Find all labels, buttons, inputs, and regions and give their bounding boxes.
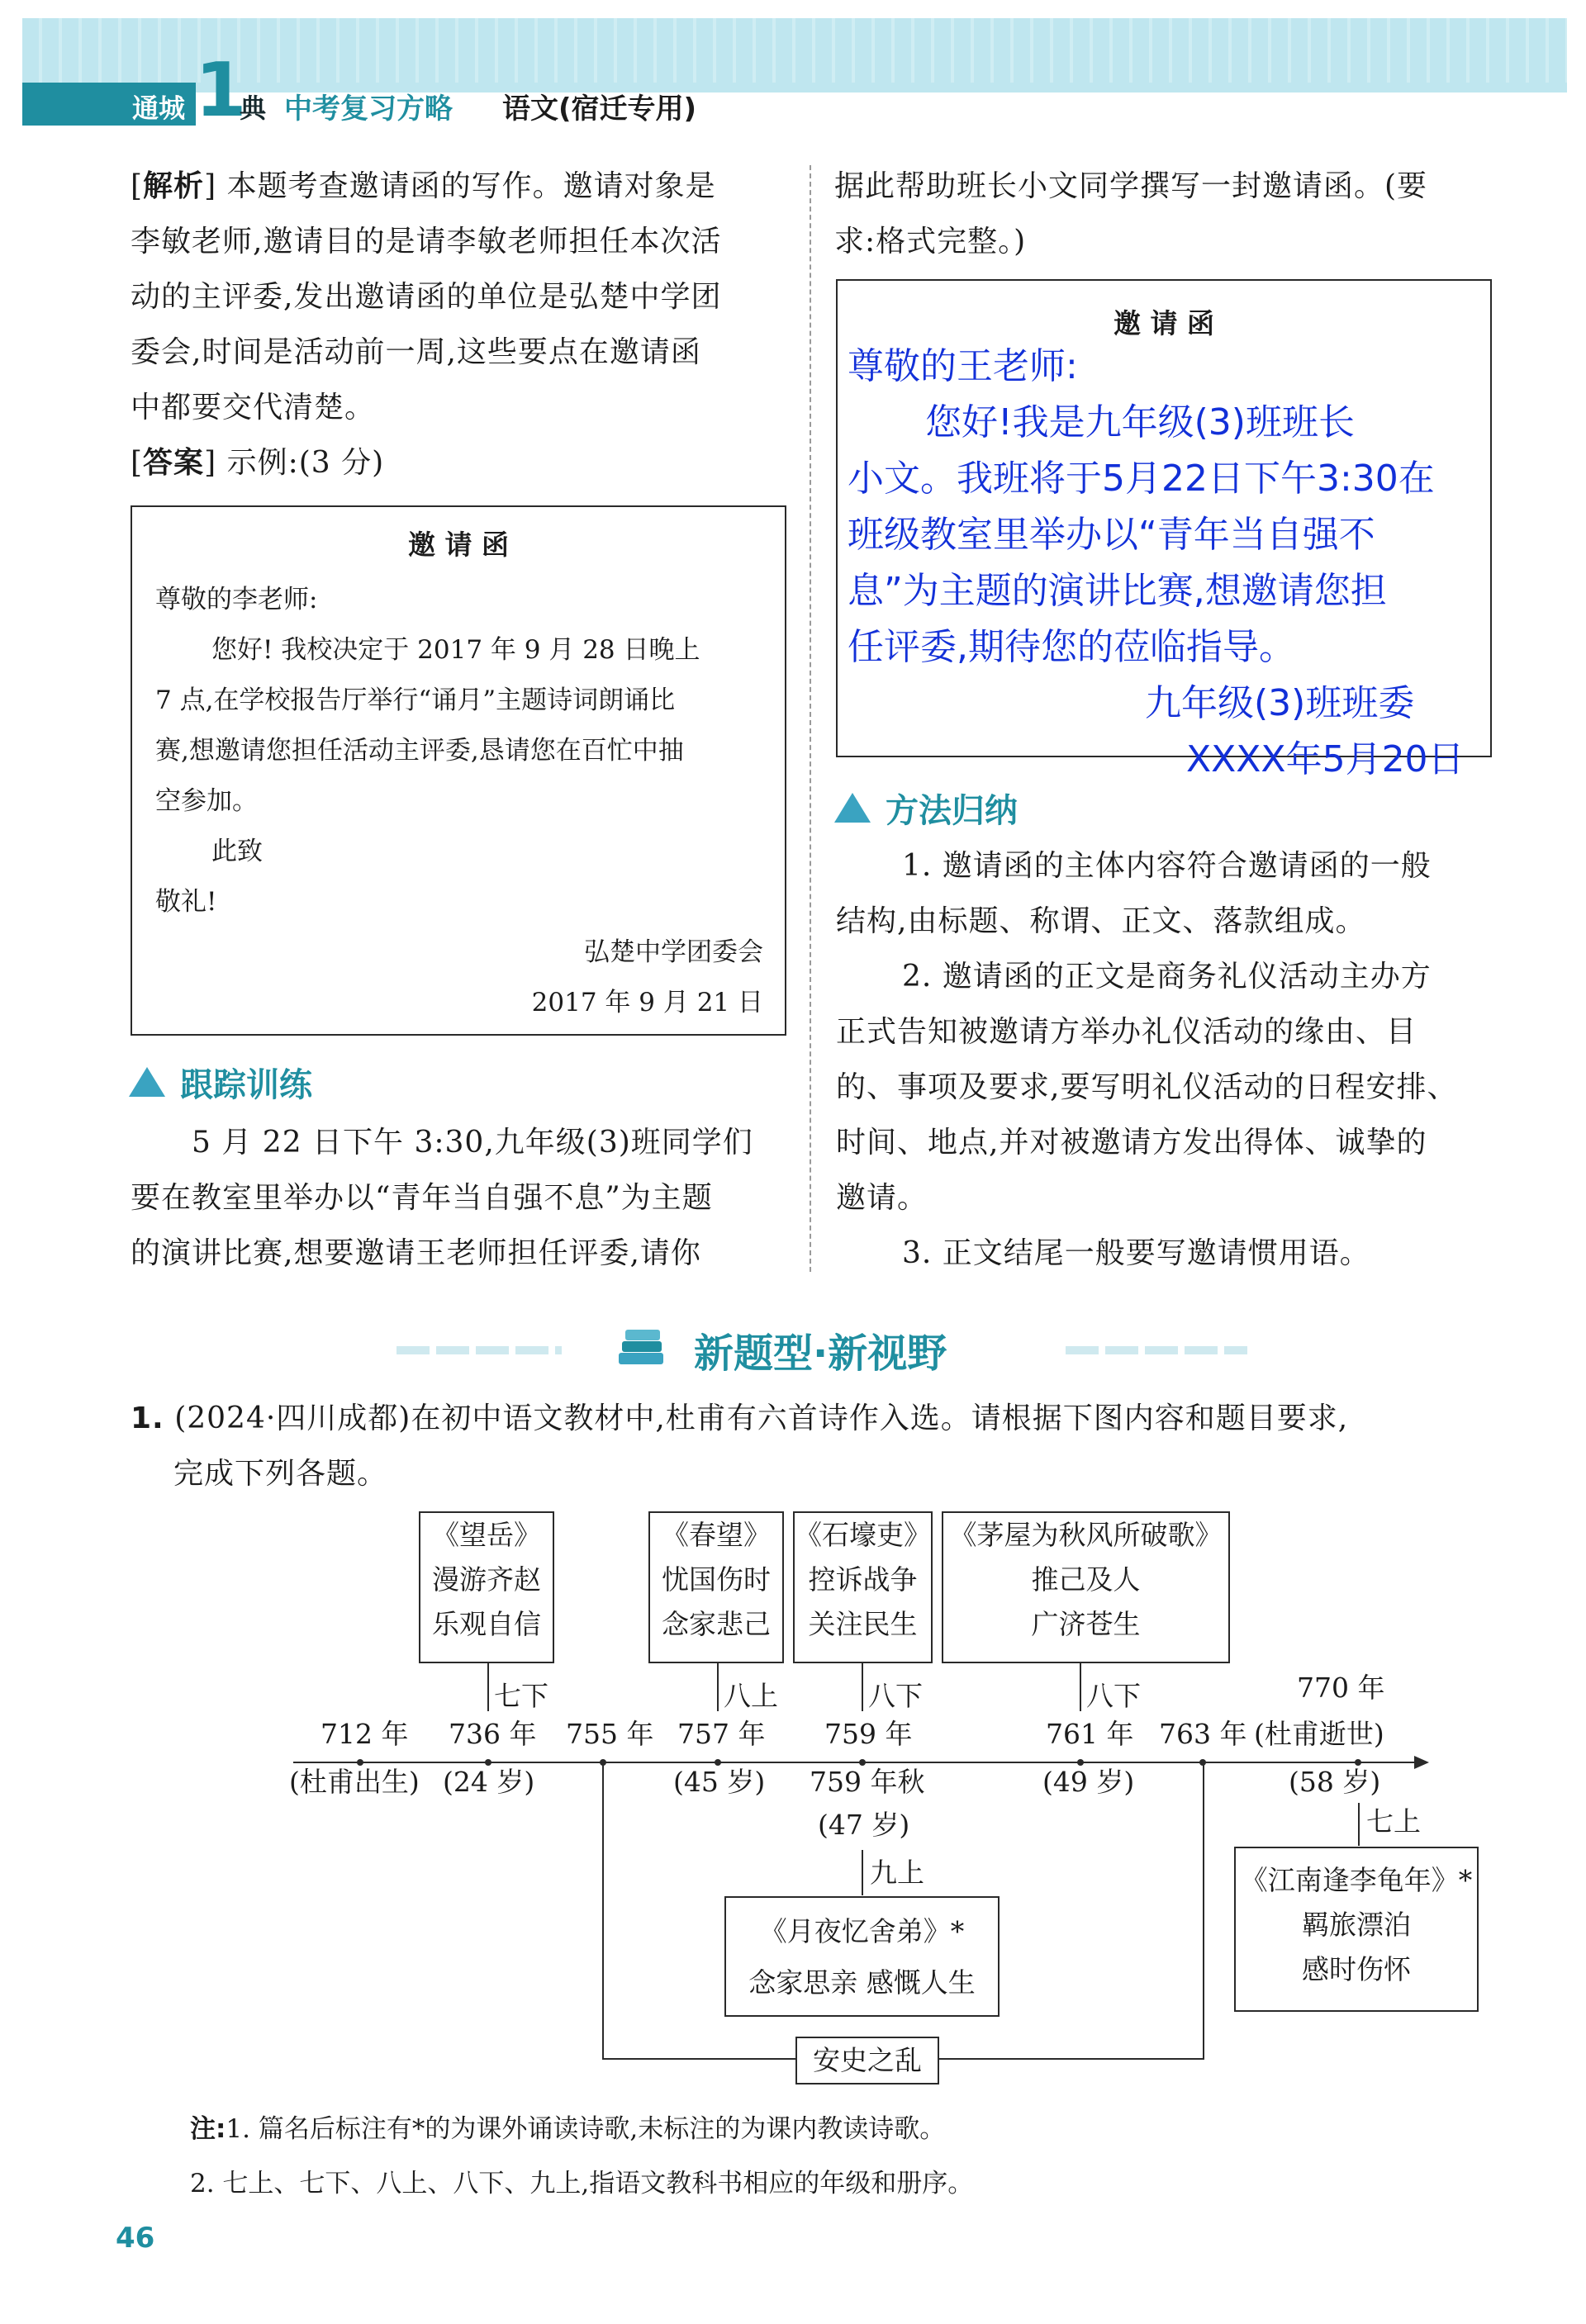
hand-line: 尊敬的王老师: bbox=[848, 345, 1078, 387]
method-line: 邀请。 bbox=[836, 1181, 928, 1215]
hand-line: XXXX年5月20日 bbox=[1186, 738, 1465, 780]
hand-line: 您好!我是九年级(3)班班长 bbox=[925, 401, 1355, 443]
method-line: 的、事项及要求,要写明礼仪活动的日程安排、 bbox=[836, 1070, 1458, 1104]
book-title: 中考复习方略 bbox=[284, 92, 453, 126]
bracket-right bbox=[1203, 1762, 1204, 2060]
anshi-rebellion-box bbox=[795, 2037, 939, 2084]
question-number: 1. bbox=[131, 1402, 164, 1435]
grade-label: 八上 bbox=[724, 1680, 778, 1712]
header-pattern bbox=[22, 18, 1567, 83]
age-label: (杜甫逝世) bbox=[1254, 1718, 1384, 1750]
poem-box-maowu bbox=[942, 1511, 1230, 1663]
question bbox=[131, 1391, 1535, 1501]
connector bbox=[717, 1662, 719, 1711]
grade-label: 七下 bbox=[494, 1680, 548, 1712]
year-label: 770 年 bbox=[1297, 1672, 1385, 1704]
poem-theme: 广济苍生 bbox=[1031, 1608, 1141, 1640]
poem-box-wangyue bbox=[419, 1511, 554, 1663]
age-label: (58 岁) bbox=[1289, 1766, 1381, 1798]
brand-left: 通城 bbox=[132, 92, 186, 124]
poem-theme: 漫游齐赵 bbox=[432, 1563, 541, 1596]
banner-title: 新题型·新视野 bbox=[694, 1330, 947, 1377]
poem-theme: 羁旅漂泊 bbox=[1302, 1909, 1411, 1941]
connector bbox=[1358, 1803, 1360, 1846]
method-text bbox=[836, 838, 1513, 1281]
poem-title: 《春望》 bbox=[662, 1519, 771, 1551]
triangle-icon bbox=[834, 793, 871, 823]
poem-box-shihao bbox=[793, 1511, 933, 1663]
method-line: 时间、地点,并对被邀请方发出得体、诚挚的 bbox=[836, 1126, 1427, 1160]
student-letter-title: 邀 请 函 bbox=[1114, 307, 1214, 339]
analysis-line: 动的主评委,发出邀请函的单位是弘楚中学团 bbox=[131, 280, 722, 314]
year-label: 759 年 bbox=[824, 1718, 913, 1750]
grade-label: 八下 bbox=[868, 1680, 923, 1712]
task-line: 据此帮助班长小文同学撰写一封邀请函。(要 bbox=[834, 169, 1428, 203]
connector bbox=[862, 1662, 863, 1711]
analysis-line: 李敏老师,邀请目的是请李敏老师担任本次活 bbox=[131, 225, 722, 258]
tracking-line: 的演讲比赛,想要邀请王老师担任评委,请你 bbox=[131, 1236, 701, 1270]
axis-dot bbox=[1077, 1759, 1084, 1766]
method-title: 方法归纳 bbox=[886, 792, 1018, 830]
poem-theme: 念家思亲 感慨人生 bbox=[748, 1966, 976, 1999]
analysis-line: 委会,时间是活动前一周,这些要点在邀请函 bbox=[131, 335, 701, 369]
sample-letter-body-line: 赛,想邀请您担任活动主评委,恳请您在百忙中抽 bbox=[155, 736, 684, 766]
hand-line: 班级教室里举办以“青年当自强不 bbox=[848, 514, 1375, 556]
poem-box-yueye bbox=[724, 1896, 1000, 2017]
grade-label: 九上 bbox=[870, 1857, 924, 1889]
arrow-right-icon bbox=[1414, 1756, 1429, 1769]
poem-theme: 忧国伤时 bbox=[662, 1563, 771, 1596]
poem-theme: 乐观自信 bbox=[432, 1608, 541, 1640]
task-continuation bbox=[834, 159, 1512, 269]
sample-letter-body-line: 空参加。 bbox=[155, 786, 258, 816]
timeline-axis bbox=[293, 1762, 1417, 1763]
year-label: 761 年 bbox=[1046, 1718, 1134, 1750]
bracket-left bbox=[602, 1762, 604, 2060]
poem-theme: 控诉战争 bbox=[808, 1563, 918, 1596]
note-line: 2. 七上、七下、八上、八下、九上,指语文教科书相应的年级和册序。 bbox=[190, 2169, 974, 2198]
question-line: 完成下列各题。 bbox=[173, 1457, 388, 1491]
book-subject: 语文(宿迁专用) bbox=[502, 92, 697, 126]
method-line: 3. 正文结尾一般要写邀请惯用语。 bbox=[902, 1236, 1370, 1270]
age-label: (24 岁) bbox=[443, 1766, 535, 1798]
sample-letter-closing: 此致 bbox=[211, 837, 263, 866]
task-line: 求:格式完整。) bbox=[834, 225, 1027, 258]
method-line: 2. 邀请函的正文是商务礼仪活动主办方 bbox=[902, 960, 1432, 994]
year-label: 712 年 bbox=[321, 1718, 409, 1750]
banner-line-right bbox=[1066, 1346, 1247, 1354]
year-label: 736 年 bbox=[449, 1718, 537, 1750]
axis-dot bbox=[1355, 1759, 1361, 1766]
axis-dot bbox=[715, 1759, 721, 1766]
connector bbox=[1080, 1662, 1081, 1711]
poem-box-chunwang bbox=[648, 1511, 784, 1663]
analysis-line: 本题考查邀请函的写作。邀请对象是 bbox=[226, 169, 716, 203]
poem-theme: 关注民生 bbox=[808, 1608, 918, 1640]
method-line: 结构,由标题、称谓、正文、落款组成。 bbox=[836, 904, 1366, 938]
poem-title: 《茅屋为秋风所破歌》 bbox=[949, 1519, 1223, 1551]
brand-right: 典 bbox=[240, 92, 267, 124]
analysis: [解析] 本题考查邀请函的写作。邀请对象是 李敏老师,邀请目的是请李敏老师担任本次活 动的主评委,发出邀请函的单位是弘楚中学团 委会,时间是活动前一周,这些要点在邀请函 中都要交代清楚。 [答案] 示例:(3 分) bbox=[131, 159, 791, 491]
poem-box-jiangnan bbox=[1234, 1847, 1479, 2012]
tracking-line: 要在教室里举办以“青年当自强不息”为主题 bbox=[131, 1181, 713, 1215]
sample-letter-date: 2017 年 9 月 21 日 bbox=[531, 988, 763, 1017]
sample-letter-body-line: 7 点,在学校报告厅举行“诵月”主题诗词朗诵比 bbox=[155, 685, 676, 715]
poem-theme: 推己及人 bbox=[1031, 1563, 1141, 1596]
brand-one: 1 bbox=[195, 47, 247, 134]
age-label: (杜甫出生) bbox=[289, 1766, 420, 1798]
age-label: (45 岁) bbox=[673, 1766, 766, 1798]
notes bbox=[190, 2102, 973, 2211]
tracking-text bbox=[131, 1115, 791, 1281]
age-label: 759 年秋 bbox=[810, 1766, 925, 1798]
poem-title: 《石壕吏》 bbox=[795, 1519, 931, 1551]
axis-dot bbox=[859, 1759, 866, 1766]
notes-label: 注: bbox=[190, 2114, 226, 2144]
question-line: (2024·四川成都)在初中语文教材中,杜甫有六首诗作入选。请根据下图内容和题目要求, bbox=[174, 1402, 1349, 1435]
connector bbox=[862, 1850, 863, 1895]
age-label: (49 岁) bbox=[1042, 1766, 1135, 1798]
tracking-line: 5 月 22 日下午 3:30,九年级(3)班同学们 bbox=[192, 1126, 753, 1160]
sample-letter-title: 邀 请 函 bbox=[408, 529, 509, 561]
handwritten-answer bbox=[848, 339, 1508, 788]
hand-line: 九年级(3)班班委 bbox=[1145, 682, 1415, 724]
sample-letter-box bbox=[131, 505, 786, 1036]
hand-line: 任评委,期待您的莅临指导。 bbox=[848, 626, 1295, 668]
method-line: 1. 邀请函的主体内容符合邀请函的一般 bbox=[902, 849, 1432, 883]
year-label: 763 年 bbox=[1159, 1718, 1247, 1750]
sample-letter-body-line: 您好! 我校决定于 2017 年 9 月 28 日晚上 bbox=[211, 635, 700, 665]
banner-line-left bbox=[396, 1346, 562, 1354]
connector bbox=[487, 1662, 489, 1711]
year-label: 755 年 bbox=[566, 1718, 654, 1750]
anshi-label: 安史之乱 bbox=[813, 2044, 922, 2076]
poem-title: 《月夜忆舍弟》* bbox=[759, 1915, 965, 1947]
method-line: 正式告知被邀请方举办礼仪活动的缘由、目 bbox=[836, 1015, 1417, 1049]
triangle-icon bbox=[129, 1067, 165, 1097]
grade-label: 八下 bbox=[1086, 1680, 1141, 1712]
books-icon bbox=[615, 1323, 667, 1369]
axis-dot bbox=[357, 1759, 363, 1766]
poem-title: 《江南逢李龟年》* bbox=[1240, 1864, 1473, 1896]
sample-letter-signer: 弘楚中学团委会 bbox=[584, 937, 763, 967]
analysis-line: 中都要交代清楚。 bbox=[131, 391, 376, 424]
tracking-title: 跟踪训练 bbox=[180, 1066, 312, 1104]
sample-letter-closing: 敬礼! bbox=[155, 887, 217, 917]
note-line: 1. 篇名后标注有*的为课外诵读诗歌,未标注的为课内教读诗歌。 bbox=[226, 2114, 946, 2144]
sample-letter-salutation: 尊敬的李老师: bbox=[155, 585, 318, 614]
answer-text: 示例:(3 分) bbox=[226, 446, 385, 480]
hand-line: 小文。我班将于5月22日下午3:30在 bbox=[848, 458, 1435, 500]
hand-line: 息”为主题的演讲比赛,想邀请您担 bbox=[848, 570, 1387, 612]
analysis-tag: 解析 bbox=[143, 169, 205, 203]
answer-tag: 答案 bbox=[143, 446, 205, 480]
poem-title: 《望岳》 bbox=[432, 1519, 541, 1551]
poem-theme: 感时伤怀 bbox=[1302, 1953, 1411, 1985]
page-number: 46 bbox=[116, 2222, 155, 2255]
axis-dot bbox=[485, 1759, 491, 1766]
column-divider bbox=[810, 165, 811, 1272]
age-label: (47 岁) bbox=[818, 1809, 910, 1841]
year-label: 757 年 bbox=[677, 1718, 766, 1750]
poem-theme: 念家悲己 bbox=[662, 1608, 771, 1640]
grade-label: 七上 bbox=[1366, 1805, 1421, 1838]
